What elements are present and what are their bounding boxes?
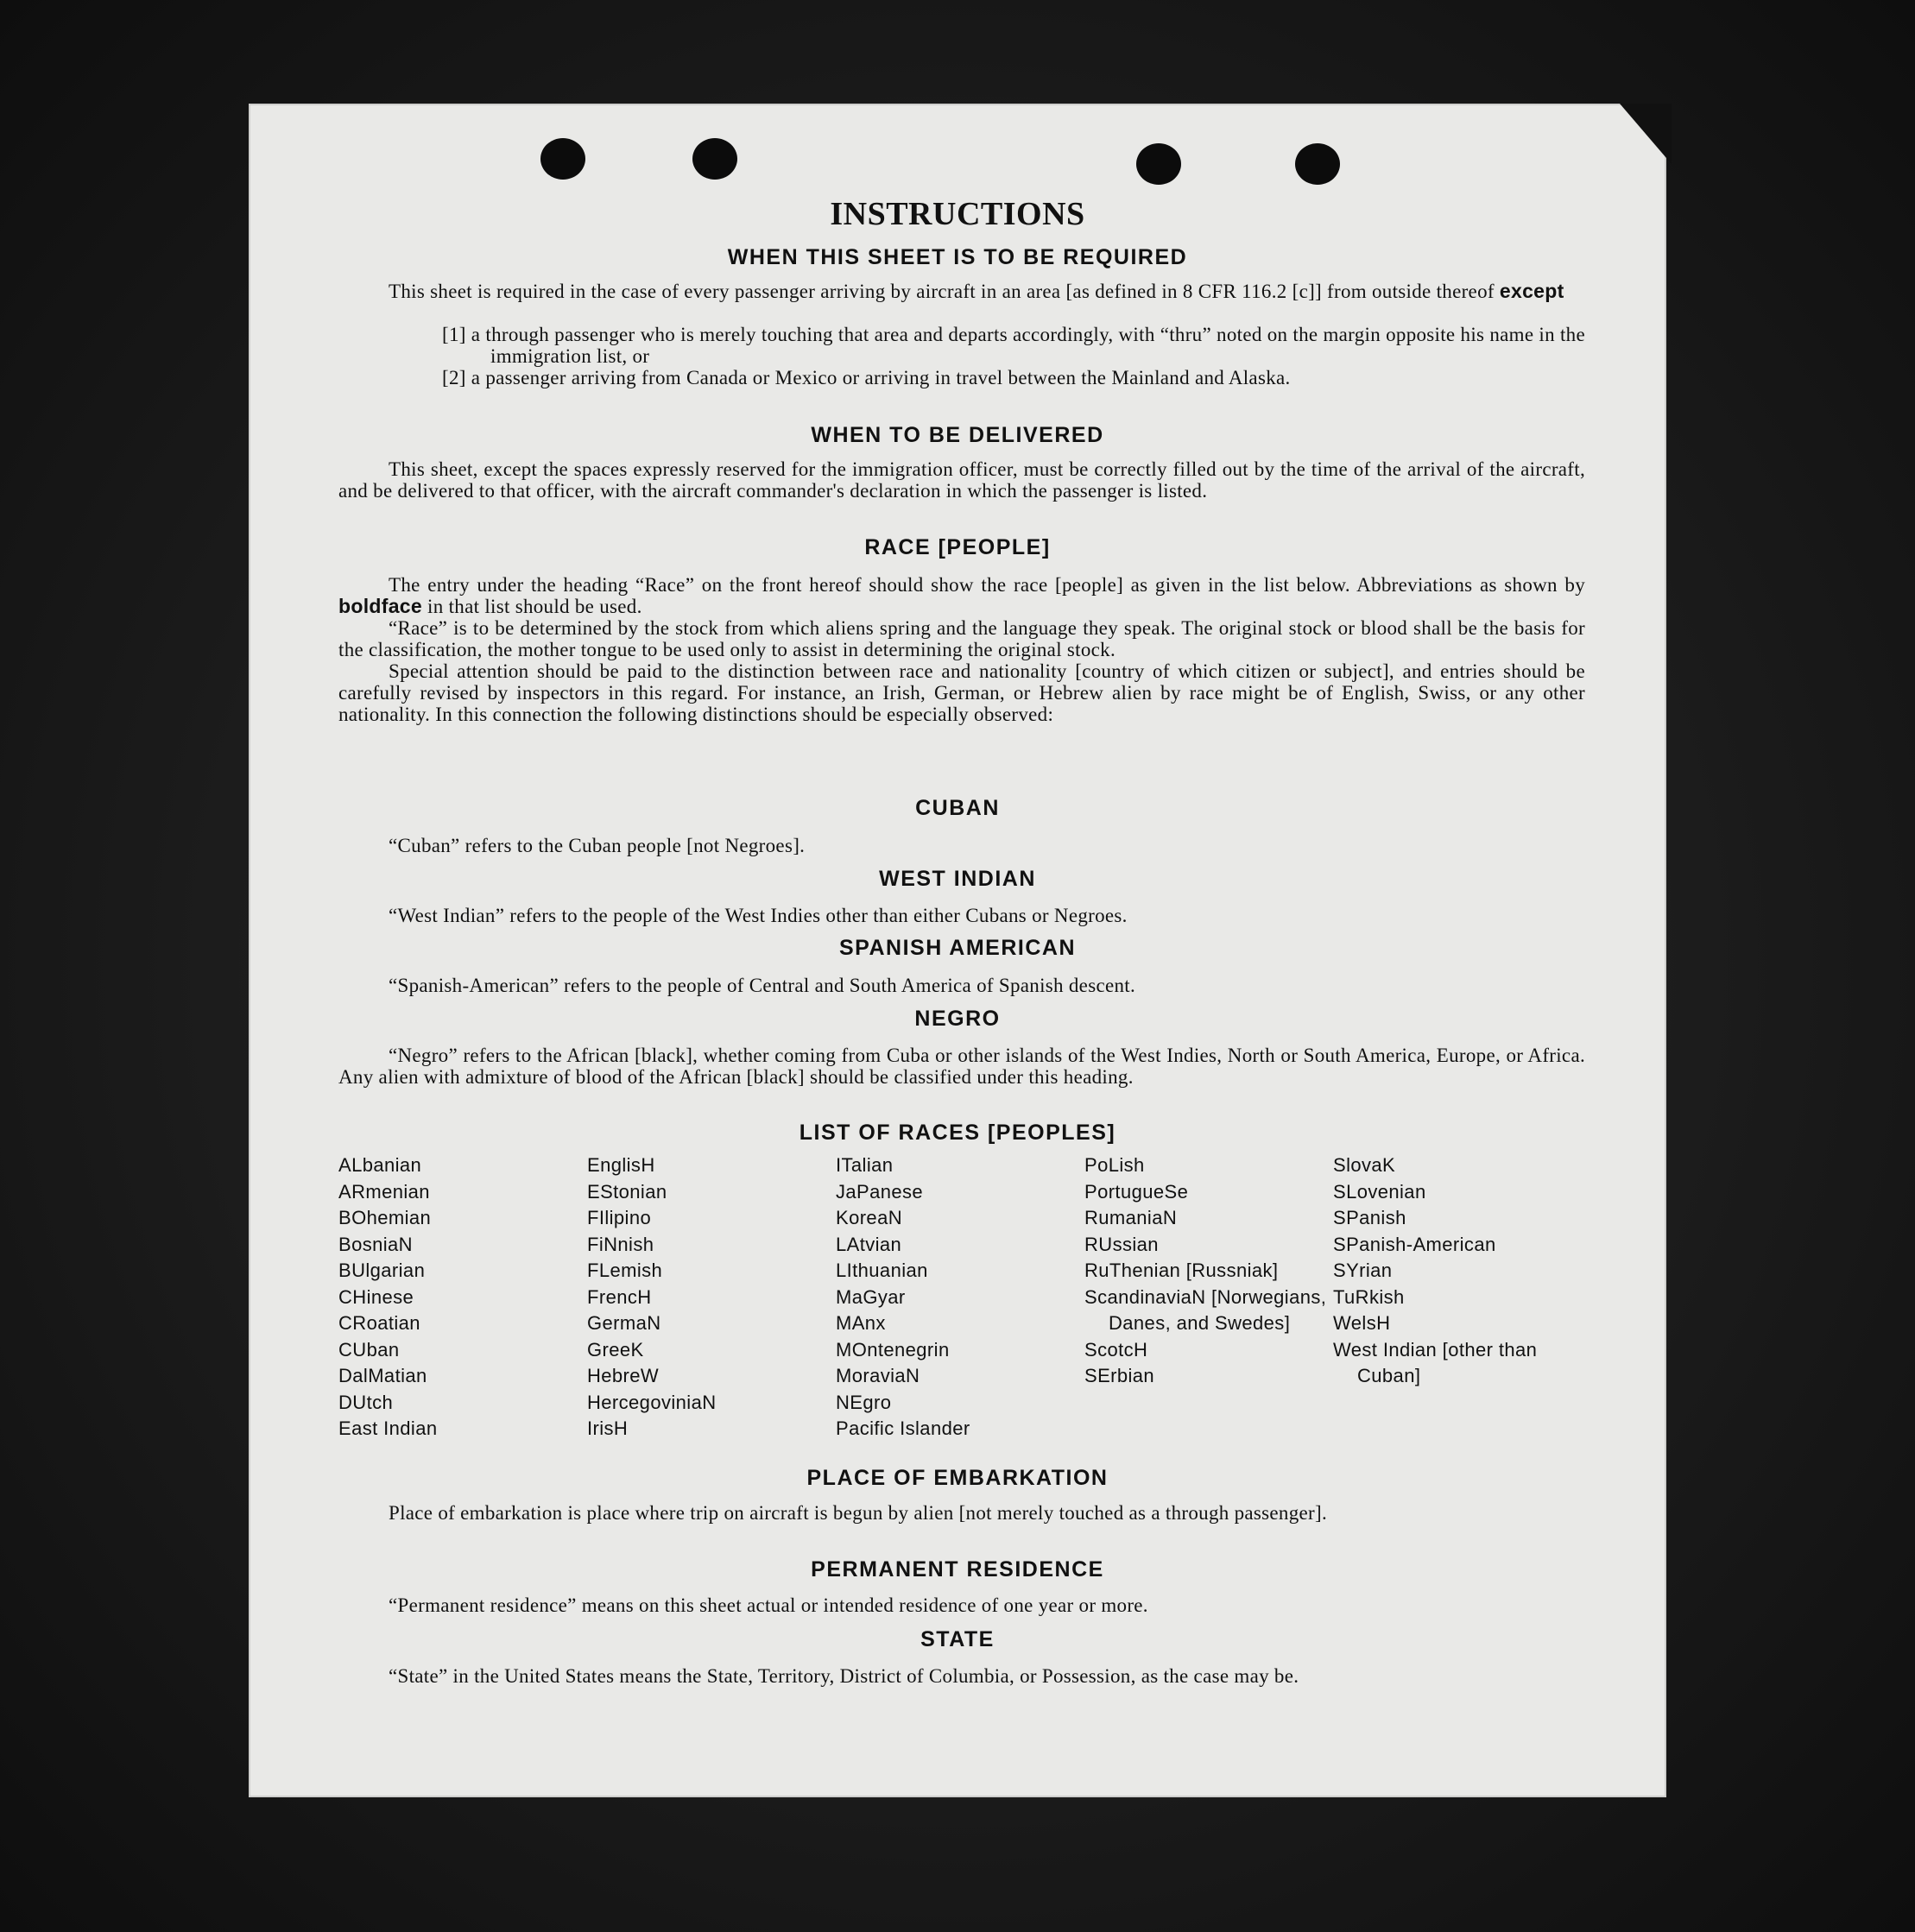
race-p1-boldface: boldface — [338, 595, 422, 617]
race-paragraph-3: Special attention should be paid to the distinction between race and nationality [country of which citizen or subject], and entries should be carefully revised by inspectors in this regard. For instance, an Irish, German, or Hebrew alien by race might be of English, Swiss, or any other nationality. In this connection the following distinctions should be especially observed: — [338, 660, 1585, 725]
cuban-text — [338, 835, 1585, 856]
page-title: INSTRUCTIONS — [830, 196, 1085, 232]
race-entry: RumaniaN — [1084, 1207, 1178, 1228]
race-entry: MaGyar — [836, 1285, 906, 1308]
race-entry: HercegoviniaN — [587, 1391, 717, 1413]
document-body — [249, 104, 1666, 1797]
spanish-american-text — [338, 975, 1585, 996]
race-text — [338, 574, 1585, 725]
negro-text — [338, 1045, 1585, 1088]
delivered-text — [338, 458, 1585, 502]
race-entry: BOhemian — [338, 1207, 432, 1228]
race-entry: CHinese — [338, 1285, 414, 1308]
race-entry: MoraviaN — [836, 1365, 920, 1386]
residence-paragraph: “Permanent residence” means on this sheet actual or intended residence of one year or more. — [389, 1594, 1148, 1616]
race-entry: IrisH — [587, 1417, 629, 1439]
race-paragraph-1 — [338, 574, 1585, 617]
heading-state: STATE — [920, 1627, 995, 1651]
race-entry: MAnx — [836, 1312, 886, 1334]
required-intro — [338, 281, 1585, 302]
race-entry: LAtvian — [836, 1233, 902, 1255]
race-entry: MOntenegrin — [836, 1338, 950, 1361]
race-entry: GreeK — [587, 1338, 644, 1361]
race-entry: HebreW — [587, 1365, 660, 1386]
race-entry: PortugueSe — [1084, 1180, 1189, 1203]
required-exceptions — [442, 324, 1585, 388]
race-entry: WelsH — [1333, 1312, 1391, 1334]
race-entry: ScotcH — [1084, 1338, 1148, 1361]
race-entry: RuThenian [Russniak] — [1084, 1260, 1279, 1281]
race-entry: EnglisH — [587, 1154, 655, 1176]
state-text — [338, 1665, 1585, 1687]
spanish-american-paragraph: “Spanish-American” refers to the people of Central and South America of Spanish descent. — [389, 975, 1136, 996]
race-entry: SErbian — [1084, 1365, 1155, 1386]
race-entry: ScandinaviaN [Norwegians, Danes, and Swedes] — [1084, 1285, 1327, 1334]
race-entry: FIlipino — [587, 1207, 652, 1228]
race-entry: PoLish — [1084, 1154, 1145, 1176]
race-entry: ARmenian — [338, 1180, 430, 1203]
race-entry: TuRkish — [1333, 1285, 1405, 1308]
heading-race: RACE [PEOPLE] — [864, 535, 1051, 559]
race-entry: SYrian — [1333, 1260, 1393, 1281]
instruction-sheet — [249, 104, 1666, 1797]
races-column-2 — [587, 1152, 837, 1443]
race-entry: BosniaN — [338, 1233, 413, 1255]
race-entry: KoreaN — [836, 1207, 902, 1228]
required-except: except — [1499, 280, 1564, 302]
race-entry: East Indian — [338, 1417, 438, 1439]
heading-permanent-residence: PERMANENT RESIDENCE — [811, 1557, 1104, 1582]
race-p1-b: in that list should be used. — [427, 596, 642, 617]
race-entry: FrencH — [587, 1285, 652, 1308]
races-column-1 — [338, 1152, 589, 1443]
race-entry: DUtch — [338, 1391, 394, 1413]
embarkation-paragraph: Place of embarkation is place where trip on aircraft is begun by alien [not merely touched as a through passenger]. — [389, 1502, 1328, 1524]
races-column-5 — [1333, 1152, 1583, 1390]
heading-cuban: CUBAN — [915, 796, 1000, 820]
races-column-3 — [836, 1152, 1086, 1443]
heading-west-indian: WEST INDIAN — [879, 867, 1036, 891]
race-entry: CRoatian — [338, 1312, 420, 1334]
race-entry: NEgro — [836, 1391, 892, 1413]
race-p1-a: The entry under the heading “Race” on the front hereof should show the race [people] as given in the list below. Abbreviations as shown by — [389, 574, 1585, 596]
west-indian-paragraph: “West Indian” refers to the people of the West Indies other than either Cubans or Negroes. — [389, 905, 1128, 926]
race-entry: BUlgarian — [338, 1260, 426, 1281]
race-entry: RUssian — [1084, 1233, 1159, 1255]
race-entry: Pacific Islander — [836, 1417, 970, 1439]
state-paragraph: “State” in the United States means the State, Territory, District of Columbia, or Possession, as the case may be. — [389, 1665, 1299, 1687]
race-entry: GermaN — [587, 1312, 661, 1334]
cuban-paragraph: “Cuban” refers to the Cuban people [not Negroes]. — [389, 835, 806, 856]
heading-when-required: WHEN THIS SHEET IS TO BE REQUIRED — [727, 245, 1188, 269]
race-entry: SPanish — [1333, 1207, 1406, 1228]
race-entry: DalMatian — [338, 1365, 427, 1386]
race-entry: FiNnish — [587, 1233, 654, 1255]
race-entry: CUban — [338, 1338, 400, 1361]
races-column-4 — [1084, 1152, 1335, 1390]
race-entry: ITalian — [836, 1154, 894, 1176]
race-entry: SPanish-American — [1333, 1233, 1496, 1255]
race-entry: ALbanian — [338, 1154, 422, 1176]
required-intro-text: This sheet is required in the case of every passenger arriving by aircraft in an area [as defined in 8 CFR 116.2 [c]] from outside thereof — [389, 281, 1495, 302]
race-entry: EStonian — [587, 1180, 667, 1203]
heading-when-delivered: WHEN TO BE DELIVERED — [811, 423, 1104, 447]
race-entry: West Indian [other than Cuban] — [1333, 1338, 1538, 1386]
negro-paragraph: “Negro” refers to the African [black], whether coming from Cuba or other islands of the West Indies, North or South America, Europe, or Africa. Any alien with admixture of blood of the African [black] should be classified under this heading. — [338, 1045, 1585, 1088]
exception-item-1: [1] a through passenger who is merely touching that area and departs accordingly, with “thru” noted on the margin opposite his name in the immigration list, or — [442, 324, 1585, 367]
heading-negro: NEGRO — [914, 1007, 1001, 1031]
race-paragraph-2: “Race” is to be determined by the stock from which aliens spring and the language they speak. The original stock or blood shall be the basis for the classification, the mother tongue to be used only to assist in determining the original stock. — [338, 617, 1585, 660]
west-indian-text — [338, 905, 1585, 926]
heading-place-of-embarkation: PLACE OF EMBARKATION — [806, 1466, 1109, 1490]
residence-text — [338, 1594, 1585, 1616]
heading-list-of-races: LIST OF RACES [PEOPLES] — [799, 1121, 1116, 1145]
race-entry: FLemish — [587, 1260, 663, 1281]
delivered-paragraph: This sheet, except the spaces expressly reserved for the immigration officer, must be correctly filled out by the time of the arrival of the aircraft, and be delivered to that officer, with the aircraft commander's declaration in which the passenger is listed. — [338, 458, 1585, 502]
race-entry: SLovenian — [1333, 1180, 1426, 1203]
race-entry: JaPanese — [836, 1180, 924, 1203]
embarkation-text — [338, 1502, 1585, 1524]
exception-item-2: [2] a passenger arriving from Canada or Mexico or arriving in travel between the Mainland and Alaska. — [442, 367, 1291, 388]
heading-spanish-american: SPANISH AMERICAN — [838, 936, 1076, 960]
race-entry: SlovaK — [1333, 1154, 1396, 1176]
race-entry: LIthuanian — [836, 1260, 928, 1281]
